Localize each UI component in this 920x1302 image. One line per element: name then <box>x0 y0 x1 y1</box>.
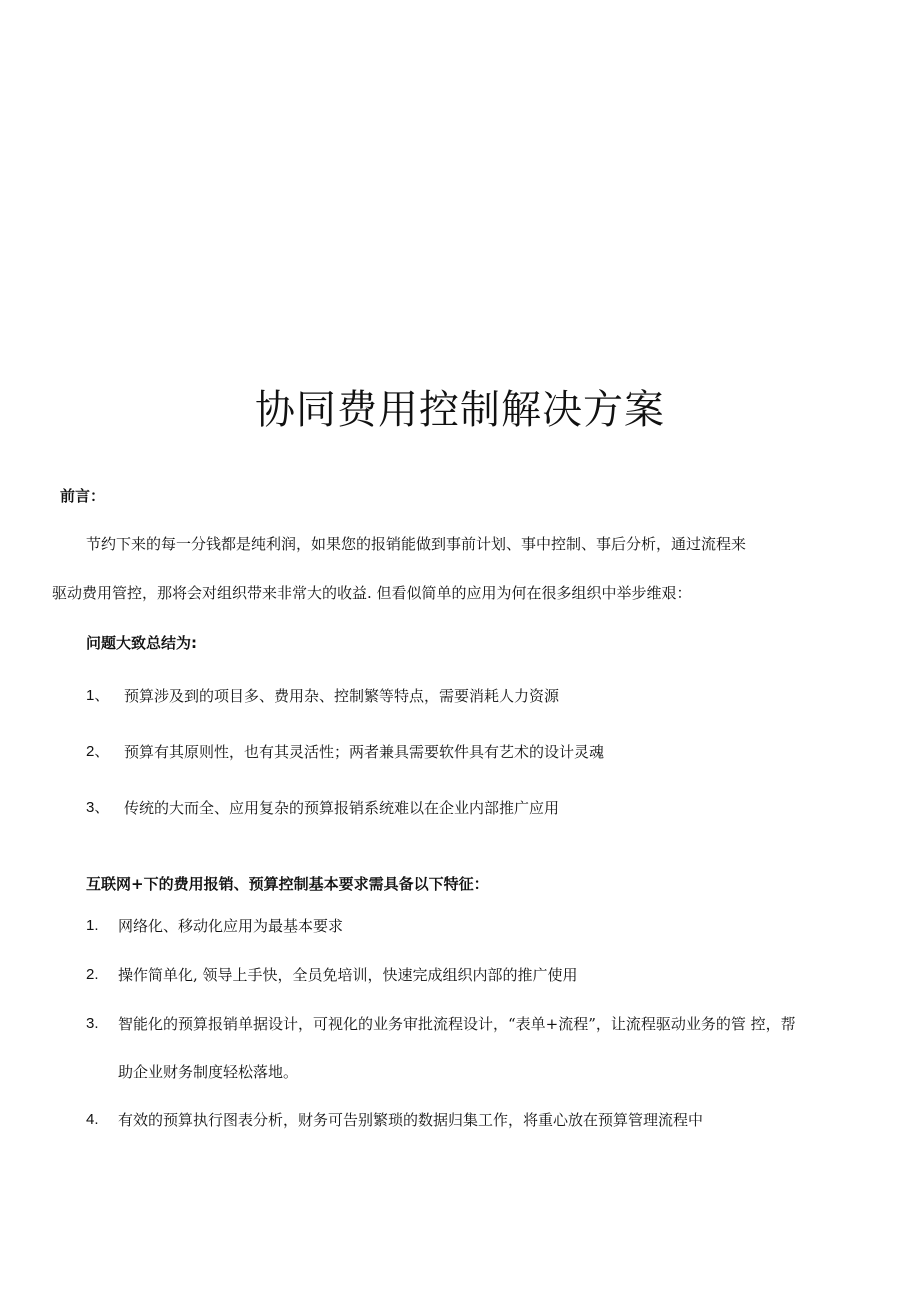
problem-item: 传统的大而全、应用复杂的预算报销系统难以在企业内部推广应用 <box>124 799 560 817</box>
preface-heading: 前言： <box>60 487 106 505</box>
requirement-item: 操作简单化, 领导上手快，全员免培训，快速完成组织内部的推广使用 <box>118 966 578 984</box>
requirement-number: 2. <box>86 966 99 983</box>
requirement-number: 3. <box>86 1015 99 1032</box>
preface-line-1: 节约下来的每一分钱都是纯利润，如果您的报销能做到事前计划、事中控制、事后分析，通过流程来 <box>86 535 747 553</box>
requirements-heading: 互联网+下的费用报销、预算控制基本要求需具备以下特征： <box>86 875 489 893</box>
preface-line-2: 驱动费用管控，那将会对组织带来非常大的收益. 但看似简单的应用为何在很多组织中举步维艰： <box>52 584 692 602</box>
problem-item: 预算涉及到的项目多、费用杂、控制繁等特点，需要消耗人力资源 <box>124 687 560 705</box>
document-title: 协同费用控制解决方案 <box>255 387 665 433</box>
problem-item: 预算有其原则性，也有其灵活性；两者兼具需要软件具有艺术的设计灵魂 <box>124 743 605 761</box>
problem-number: 3、 <box>86 799 110 816</box>
requirement-item: 网络化、移动化应用为最基本要求 <box>118 917 344 935</box>
problem-number: 2、 <box>86 743 110 760</box>
requirement-number: 1. <box>86 917 99 934</box>
requirement-number: 4. <box>86 1111 99 1128</box>
problems-heading: 问题大致总结为: <box>86 634 197 652</box>
requirement-item: 智能化的预算报销单据设计，可视化的业务审批流程设计，“表单+流程”，让流程驱动业务的管 控，帮 <box>118 1015 796 1033</box>
requirement-item: 有效的预算执行图表分析，财务可告别繁琐的数据归集工作，将重心放在预算管理流程中 <box>118 1111 704 1129</box>
problem-number: 1、 <box>86 687 110 704</box>
requirement-item-continuation: 助企业财务制度轻松落地。 <box>118 1063 299 1081</box>
